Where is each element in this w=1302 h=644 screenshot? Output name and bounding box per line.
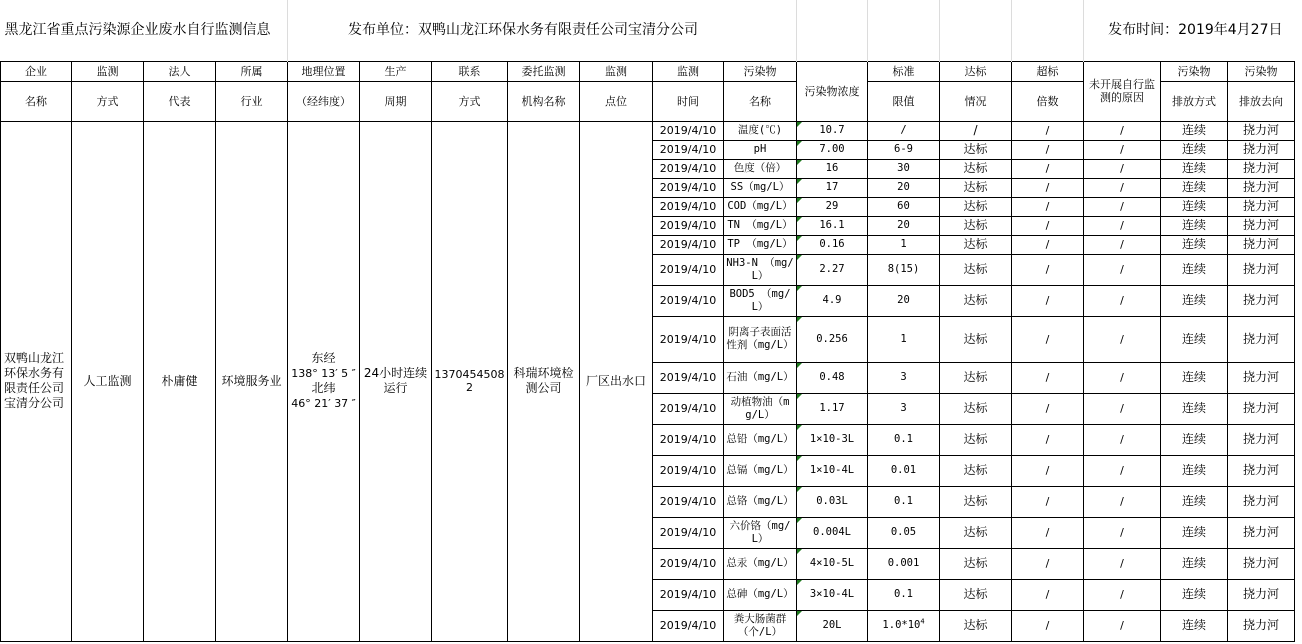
column-header-top: 污染物 <box>1228 61 1295 81</box>
standard-limit <box>868 197 940 216</box>
column-header-bottom: 时间 <box>653 81 724 121</box>
column-header-top: 标准 <box>868 61 940 81</box>
column-header-top: 企业 <box>1 61 72 81</box>
concentration <box>797 235 868 254</box>
pollutant-name: TP （mg/L） <box>724 235 797 254</box>
concentration <box>797 140 868 159</box>
compliance-status: / <box>940 121 1012 140</box>
compliance-status: 达标 <box>940 393 1012 424</box>
standard-limit <box>868 235 940 254</box>
column-header-top: 监测 <box>72 61 144 81</box>
discharge-destination: 挠力河 <box>1228 121 1295 140</box>
exceed-multiple: / <box>1012 140 1084 159</box>
no-monitoring-reason: / <box>1084 197 1161 216</box>
column-header-bottom: 周期 <box>360 81 432 121</box>
discharge-mode: 连续 <box>1161 235 1228 254</box>
compliance-status: 达标 <box>940 486 1012 517</box>
concentration <box>797 254 868 285</box>
concentration-value: 0.48 <box>819 371 845 383</box>
compliance-status: 达标 <box>940 610 1012 641</box>
concentration-value: 0.16 <box>819 238 845 250</box>
comment-marker <box>797 160 802 165</box>
pollutant-name: 总砷（mg/L） <box>724 579 797 610</box>
concentration <box>797 178 868 197</box>
pollutant-name: 温度(℃) <box>724 121 797 140</box>
discharge-destination: 挠力河 <box>1228 159 1295 178</box>
concentration-value: 4×10-5L <box>809 557 855 569</box>
comment-marker <box>797 198 802 203</box>
compliance-status: 达标 <box>940 517 1012 548</box>
discharge-mode: 连续 <box>1161 285 1228 316</box>
no-monitoring-reason: / <box>1084 285 1161 316</box>
compliance-status: 达标 <box>940 316 1012 362</box>
comment-marker <box>797 456 802 461</box>
concentration-value: 16.1 <box>819 219 845 231</box>
comment-marker <box>797 518 802 523</box>
pollutant-name: COD（mg/L） <box>724 197 797 216</box>
geo-lon-label: 东经 <box>311 351 336 365</box>
standard-limit <box>868 424 940 455</box>
contact-phone: 13704545082 <box>432 121 508 641</box>
column-header-bottom: 名称 <box>1 81 72 121</box>
discharge-mode: 连续 <box>1161 178 1228 197</box>
column-header-top: 联系 <box>432 61 508 81</box>
column-header-top: 污染物 <box>1161 61 1228 81</box>
comment-marker <box>797 122 802 127</box>
comment-marker <box>797 317 802 322</box>
limit-value: 3 <box>900 371 907 383</box>
concentration-value: 1.17 <box>819 402 845 414</box>
monitor-date: 2019/4/10 <box>653 424 724 455</box>
discharge-destination: 挠力河 <box>1228 517 1295 548</box>
concentration-value: 10.7 <box>819 124 845 136</box>
monitor-date: 2019/4/10 <box>653 159 724 178</box>
concentration <box>797 121 868 140</box>
table-row <box>1 121 1295 140</box>
limit-value: 0.01 <box>890 464 917 476</box>
column-header-bottom: 名称 <box>724 81 797 121</box>
discharge-mode: 连续 <box>1161 121 1228 140</box>
comment-marker <box>797 394 802 399</box>
monitor-date: 2019/4/10 <box>653 393 724 424</box>
limit-value: 30 <box>897 162 910 174</box>
monitor-date: 2019/4/10 <box>653 362 724 393</box>
comment-marker <box>797 487 802 492</box>
exceed-multiple: / <box>1012 178 1084 197</box>
pollutant-name: 阴离子表面活性剂（mg/L） <box>724 316 797 362</box>
limit-value: 20 <box>897 219 910 231</box>
comment-marker <box>797 363 802 368</box>
exceed-multiple: / <box>1012 579 1084 610</box>
discharge-mode: 连续 <box>1161 610 1228 641</box>
discharge-destination: 挠力河 <box>1228 579 1295 610</box>
industry: 环境服务业 <box>216 121 288 641</box>
exceed-multiple: / <box>1012 486 1084 517</box>
monitor-date: 2019/4/10 <box>653 254 724 285</box>
monitor-date: 2019/4/10 <box>653 610 724 641</box>
pollutant-name: SS（mg/L） <box>724 178 797 197</box>
comment-marker <box>797 425 802 430</box>
column-header-top: 生产 <box>360 61 432 81</box>
column-header-bottom: 倍数 <box>1012 81 1084 121</box>
no-monitoring-reason: / <box>1084 216 1161 235</box>
no-monitoring-reason: / <box>1084 254 1161 285</box>
discharge-mode: 连续 <box>1161 254 1228 285</box>
pollutant-name: 色度（倍） <box>724 159 797 178</box>
exceed-multiple: / <box>1012 285 1084 316</box>
column-header-top: 委托监测 <box>508 61 580 81</box>
column-header-top: 法人 <box>144 61 216 81</box>
concentration <box>797 455 868 486</box>
column-header-top: 达标 <box>940 61 1012 81</box>
limit-value: 60 <box>897 200 910 212</box>
discharge-mode: 连续 <box>1161 197 1228 216</box>
limit-value: 0.1 <box>894 495 913 507</box>
compliance-status: 达标 <box>940 424 1012 455</box>
standard-limit <box>868 393 940 424</box>
concentration-value: 4.9 <box>822 294 842 306</box>
no-monitoring-reason: / <box>1084 486 1161 517</box>
concentration <box>797 285 868 316</box>
concentration-value: 0.256 <box>816 332 848 345</box>
exceed-multiple: / <box>1012 517 1084 548</box>
monitor-date: 2019/4/10 <box>653 178 724 197</box>
pollutant-name: 总汞（mg/L） <box>724 548 797 579</box>
exceed-multiple: / <box>1012 362 1084 393</box>
pollutant-name: 总铅（mg/L） <box>724 424 797 455</box>
concentration <box>797 517 868 548</box>
discharge-mode: 连续 <box>1161 486 1228 517</box>
monitor-date: 2019/4/10 <box>653 235 724 254</box>
pollutant-name: 总铬（mg/L） <box>724 486 797 517</box>
discharge-destination: 挠力河 <box>1228 486 1295 517</box>
pollutant-name: 粪大肠菌群（个/L） <box>724 610 797 641</box>
monitor-date: 2019/4/10 <box>653 285 724 316</box>
no-monitoring-reason: / <box>1084 610 1161 641</box>
exceed-multiple: / <box>1012 216 1084 235</box>
column-header-bottom: 机构名称 <box>508 81 580 121</box>
exceed-multiple: / <box>1012 316 1084 362</box>
monitoring-point: 厂区出水口 <box>580 121 653 641</box>
concentration <box>797 362 868 393</box>
discharge-destination: 挠力河 <box>1228 455 1295 486</box>
header-row-top <box>1 61 1295 81</box>
geo-lon: 138° 13′ 5 ″ <box>291 367 356 380</box>
comment-marker <box>797 286 802 291</box>
compliance-status: 达标 <box>940 285 1012 316</box>
discharge-destination: 挠力河 <box>1228 216 1295 235</box>
standard-limit <box>868 140 940 159</box>
limit-value: 0.001 <box>887 557 920 569</box>
column-header-bottom: 方式 <box>432 81 508 121</box>
discharge-destination: 挠力河 <box>1228 610 1295 641</box>
standard-limit <box>868 610 940 641</box>
no-monitoring-reason: / <box>1084 178 1161 197</box>
compliance-status: 达标 <box>940 362 1012 393</box>
concentration-value: 1×10-3L <box>809 433 855 445</box>
compliance-status: 达标 <box>940 455 1012 486</box>
standard-limit <box>868 159 940 178</box>
monitoring-method: 人工监测 <box>72 121 144 641</box>
comment-marker <box>797 580 802 585</box>
monitoring-agency: 科瑞环境检测公司 <box>508 121 580 641</box>
discharge-destination: 挠力河 <box>1228 424 1295 455</box>
concentration-value: 1×10-4L <box>809 464 855 476</box>
limit-value: 0.1 <box>894 433 913 445</box>
compliance-status: 达标 <box>940 197 1012 216</box>
exceed-multiple: / <box>1012 424 1084 455</box>
no-monitoring-reason: / <box>1084 517 1161 548</box>
column-header-top: 污染物 <box>724 61 797 81</box>
standard-limit <box>868 316 940 362</box>
limit-value: 1 <box>900 332 907 345</box>
no-monitoring-reason: / <box>1084 548 1161 579</box>
discharge-mode: 连续 <box>1161 159 1228 178</box>
standard-limit <box>868 216 940 235</box>
no-monitoring-reason: / <box>1084 424 1161 455</box>
pollutant-name: 石油（mg/L） <box>724 362 797 393</box>
column-header-bottom: 排放方式 <box>1161 81 1228 121</box>
column-header-top: 所属 <box>216 61 288 81</box>
no-monitoring-reason: / <box>1084 393 1161 424</box>
compliance-status: 达标 <box>940 254 1012 285</box>
standard-limit <box>868 285 940 316</box>
monitor-date: 2019/4/10 <box>653 121 724 140</box>
discharge-mode: 连续 <box>1161 393 1228 424</box>
title-row <box>1 0 1295 61</box>
column-header-bottom: 点位 <box>580 81 653 121</box>
discharge-mode: 连续 <box>1161 316 1228 362</box>
comment-marker <box>797 141 802 146</box>
discharge-mode: 连续 <box>1161 455 1228 486</box>
comment-marker <box>797 217 802 222</box>
publish-time: 发布时间：2019年4月27日 <box>1084 0 1295 61</box>
standard-limit <box>868 548 940 579</box>
monitor-date: 2019/4/10 <box>653 197 724 216</box>
column-header-bottom: 方式 <box>72 81 144 121</box>
discharge-destination: 挠力河 <box>1228 178 1295 197</box>
column-header-top: 监测 <box>580 61 653 81</box>
concentration <box>797 579 868 610</box>
exceed-multiple: / <box>1012 610 1084 641</box>
monitor-date: 2019/4/10 <box>653 517 724 548</box>
monitor-date: 2019/4/10 <box>653 486 724 517</box>
exceed-multiple: / <box>1012 254 1084 285</box>
standard-limit <box>868 455 940 486</box>
column-header-top: 超标 <box>1012 61 1084 81</box>
exceed-multiple: / <box>1012 121 1084 140</box>
geo-lat: 46° 21′ 37 ″ <box>291 397 356 410</box>
concentration <box>797 197 868 216</box>
exceed-multiple: / <box>1012 393 1084 424</box>
column-header-bottom: 排放去向 <box>1228 81 1295 121</box>
pollutant-name: pH <box>724 140 797 159</box>
limit-value: 1.0*10 <box>882 619 921 631</box>
pollutant-name: NH3-N （mg/L） <box>724 254 797 285</box>
geo-location <box>288 121 360 641</box>
concentration <box>797 610 868 641</box>
concentration <box>797 486 868 517</box>
standard-limit <box>868 362 940 393</box>
compliance-status: 达标 <box>940 140 1012 159</box>
concentration <box>797 424 868 455</box>
standard-limit <box>868 486 940 517</box>
discharge-destination: 挠力河 <box>1228 362 1295 393</box>
concentration-value: 17 <box>825 181 839 193</box>
limit-value: 6-9 <box>894 143 913 155</box>
no-monitoring-reason: / <box>1084 362 1161 393</box>
pollutant-name: 总镉（mg/L） <box>724 455 797 486</box>
no-monitoring-reason: / <box>1084 159 1161 178</box>
exceed-multiple: / <box>1012 548 1084 579</box>
pollutant-name: 六价铬（mg/L） <box>724 517 797 548</box>
discharge-destination: 挠力河 <box>1228 254 1295 285</box>
concentration <box>797 548 868 579</box>
concentration-value: 20L <box>822 619 842 631</box>
compliance-status: 达标 <box>940 178 1012 197</box>
discharge-destination: 挠力河 <box>1228 285 1295 316</box>
limit-value: 0.05 <box>890 526 917 538</box>
no-monitoring-reason: / <box>1084 579 1161 610</box>
monitor-date: 2019/4/10 <box>653 140 724 159</box>
limit-value: 1 <box>900 238 907 250</box>
discharge-mode: 连续 <box>1161 517 1228 548</box>
concentration-value: 0.03L <box>816 495 848 507</box>
exceed-multiple: / <box>1012 235 1084 254</box>
monitor-date: 2019/4/10 <box>653 455 724 486</box>
geo-lat-label: 北纬 <box>311 381 336 395</box>
monitor-date: 2019/4/10 <box>653 216 724 235</box>
limit-value: 8(15) <box>887 263 920 275</box>
production-cycle: 24小时连续运行 <box>360 121 432 641</box>
exceed-multiple: / <box>1012 455 1084 486</box>
legal-representative: 朴庸健 <box>144 121 216 641</box>
compliance-status: 达标 <box>940 216 1012 235</box>
column-header: 未开展自行监测的原因 <box>1084 61 1161 121</box>
discharge-destination: 挠力河 <box>1228 140 1295 159</box>
discharge-destination: 挠力河 <box>1228 393 1295 424</box>
column-header-bottom: 限值 <box>868 81 940 121</box>
column-header-bottom: 行业 <box>216 81 288 121</box>
limit-value: 20 <box>897 181 910 193</box>
standard-limit <box>868 254 940 285</box>
concentration <box>797 316 868 362</box>
column-header-bottom: （经纬度） <box>288 81 360 121</box>
publisher: 发布单位：双鸭山龙江环保水务有限责任公司宝清分公司 <box>348 21 698 38</box>
company-name: 双鸭山龙江环保水务有限责任公司宝清分公司 <box>1 121 72 641</box>
exceed-multiple: / <box>1012 197 1084 216</box>
limit-value: / <box>900 124 907 136</box>
compliance-status: 达标 <box>940 548 1012 579</box>
compliance-status: 达标 <box>940 159 1012 178</box>
no-monitoring-reason: / <box>1084 140 1161 159</box>
comment-marker <box>797 611 802 616</box>
discharge-mode: 连续 <box>1161 216 1228 235</box>
page-title: 黑龙江省重点污染源企业废水自行监测信息 <box>1 0 288 61</box>
standard-limit <box>868 579 940 610</box>
discharge-mode: 连续 <box>1161 140 1228 159</box>
limit-value: 0.1 <box>894 588 913 600</box>
concentration-value: 7.00 <box>819 143 845 155</box>
concentration <box>797 159 868 178</box>
discharge-mode: 连续 <box>1161 548 1228 579</box>
compliance-status: 达标 <box>940 579 1012 610</box>
monitor-date: 2019/4/10 <box>653 316 724 362</box>
standard-limit <box>868 178 940 197</box>
discharge-mode: 连续 <box>1161 424 1228 455</box>
comment-marker <box>797 255 802 260</box>
pollutant-name: TN （mg/L） <box>724 216 797 235</box>
pollutant-name: 动植物油（mg/L） <box>724 393 797 424</box>
column-header-bottom: 代表 <box>144 81 216 121</box>
limit-value: 3 <box>900 402 907 414</box>
concentration-value: 16 <box>825 162 839 174</box>
concentration-value: 2.27 <box>819 263 845 275</box>
concentration-value: 0.004L <box>813 526 851 538</box>
exceed-multiple: / <box>1012 159 1084 178</box>
concentration <box>797 216 868 235</box>
column-header-top: 地理位置 <box>288 61 360 81</box>
discharge-destination: 挠力河 <box>1228 235 1295 254</box>
comment-marker <box>797 549 802 554</box>
limit-exponent: 4 <box>920 617 925 626</box>
monitor-date: 2019/4/10 <box>653 579 724 610</box>
discharge-destination: 挠力河 <box>1228 197 1295 216</box>
compliance-status: 达标 <box>940 235 1012 254</box>
standard-limit <box>868 517 940 548</box>
column-header-top: 监测 <box>653 61 724 81</box>
no-monitoring-reason: / <box>1084 316 1161 362</box>
no-monitoring-reason: / <box>1084 455 1161 486</box>
standard-limit <box>868 121 940 140</box>
concentration <box>797 393 868 424</box>
concentration-value: 3×10-4L <box>809 588 855 600</box>
pollutant-name: BOD5 （mg/L） <box>724 285 797 316</box>
no-monitoring-reason: / <box>1084 235 1161 254</box>
discharge-destination: 挠力河 <box>1228 316 1295 362</box>
column-header-bottom: 情况 <box>940 81 1012 121</box>
discharge-mode: 连续 <box>1161 579 1228 610</box>
comment-marker <box>797 179 802 184</box>
discharge-mode: 连续 <box>1161 362 1228 393</box>
monitor-date: 2019/4/10 <box>653 548 724 579</box>
discharge-destination: 挠力河 <box>1228 548 1295 579</box>
comment-marker <box>797 236 802 241</box>
no-monitoring-reason: / <box>1084 121 1161 140</box>
column-header: 污染物浓度 <box>797 61 868 121</box>
concentration-value: 29 <box>825 200 839 212</box>
limit-value: 20 <box>897 294 910 306</box>
